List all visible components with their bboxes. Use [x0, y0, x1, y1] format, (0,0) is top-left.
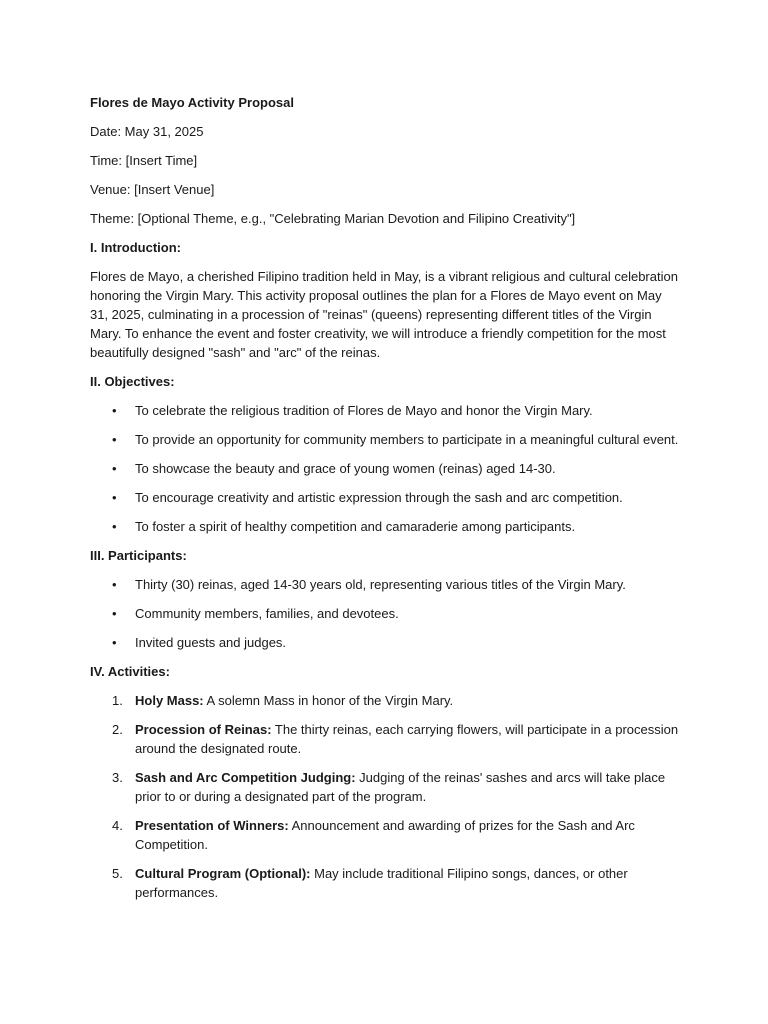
bullet-icon: •	[112, 519, 117, 534]
venue-line: Venue: [Insert Venue]	[90, 182, 215, 197]
activity-text: May include traditional Filipino songs, dances, or other performances.	[135, 866, 628, 900]
activity-label: Procession of Reinas:	[135, 722, 272, 737]
participants-heading: III. Participants:	[90, 548, 187, 563]
list-item	[90, 768, 682, 806]
list-item	[90, 691, 682, 710]
list-item: • To foster a spirit of healthy competition and camaraderie among participants.	[112, 519, 576, 534]
time-line: Time: [Insert Time]	[90, 153, 198, 168]
bullet-icon: •	[112, 461, 117, 476]
activity-label: Sash and Arc Competition Judging:	[135, 770, 356, 785]
bullet-icon: •	[112, 432, 117, 447]
activity-label: Cultural Program (Optional):	[135, 866, 311, 881]
list-item: • To provide an opportunity for community members to participate in a meaningful cultural event.	[112, 432, 679, 447]
introduction-heading: I. Introduction:	[90, 240, 181, 255]
list-item: • Community members, families, and devotees.	[112, 606, 399, 621]
list-item	[90, 816, 682, 854]
activities-list	[90, 691, 682, 902]
list-number: 5.	[112, 866, 123, 881]
activity-label: Presentation of Winners:	[135, 818, 289, 833]
list-item	[90, 720, 682, 758]
bullet-icon: •	[112, 635, 117, 650]
list-item: • Thirty (30) reinas, aged 14-30 years old, representing various titles of the Virgin Mary.	[112, 577, 626, 592]
list-number: 4.	[112, 818, 123, 833]
introduction-body: Flores de Mayo, a cherished Filipino tradition held in May, is a vibrant religious and cultural celebration honoring the Virgin Mary. This activity proposal outlines the plan for a Flores de Mayo event on May 31, 2025, culminating in a procession of "reinas" (queens) representing different titles of the Virgin Mary. To enhance the event and foster creativity, we will introduce a friendly competition for the most beautifully designed "sash" and "arc" of the reinas.	[90, 269, 678, 360]
activity-text: A solemn Mass in honor of the Virgin Mary.	[203, 693, 454, 708]
bullet-icon: •	[112, 577, 117, 592]
list-number: 1.	[112, 693, 123, 708]
objectives-heading: II. Objectives:	[90, 374, 175, 389]
list-item	[90, 864, 682, 902]
activity-text: The thirty reinas, each carrying flowers, will participate in a procession around the designated route.	[135, 722, 679, 756]
theme-line: Theme: [Optional Theme, e.g., "Celebrating Marian Devotion and Filipino Creativity"]	[90, 211, 576, 226]
list-item: • To showcase the beauty and grace of young women (reinas) aged 14-30.	[112, 461, 556, 476]
activity-text: Judging of the reinas' sashes and arcs will take place prior to or during a designated part of the program.	[135, 770, 666, 804]
list-item: • To encourage creativity and artistic expression through the sash and arc competition.	[112, 490, 623, 505]
activities-heading: IV. Activities:	[90, 664, 170, 679]
list-item: • To celebrate the religious tradition of Flores de Mayo and honor the Virgin Mary.	[112, 403, 593, 418]
list-number: 3.	[112, 770, 123, 785]
bullet-icon: •	[112, 606, 117, 621]
bullet-icon: •	[112, 490, 117, 505]
participants-list	[90, 575, 682, 652]
activity-label: Holy Mass:	[135, 693, 204, 708]
list-number: 2.	[112, 722, 123, 737]
document-page	[90, 93, 682, 912]
list-item: • Invited guests and judges.	[112, 635, 287, 650]
bullet-icon: •	[112, 403, 117, 418]
document-title: Flores de Mayo Activity Proposal	[90, 95, 294, 110]
activity-text: Announcement and awarding of prizes for the Sash and Arc Competition.	[135, 818, 635, 852]
objectives-list	[90, 401, 682, 536]
date-line: Date: May 31, 2025	[90, 124, 204, 139]
